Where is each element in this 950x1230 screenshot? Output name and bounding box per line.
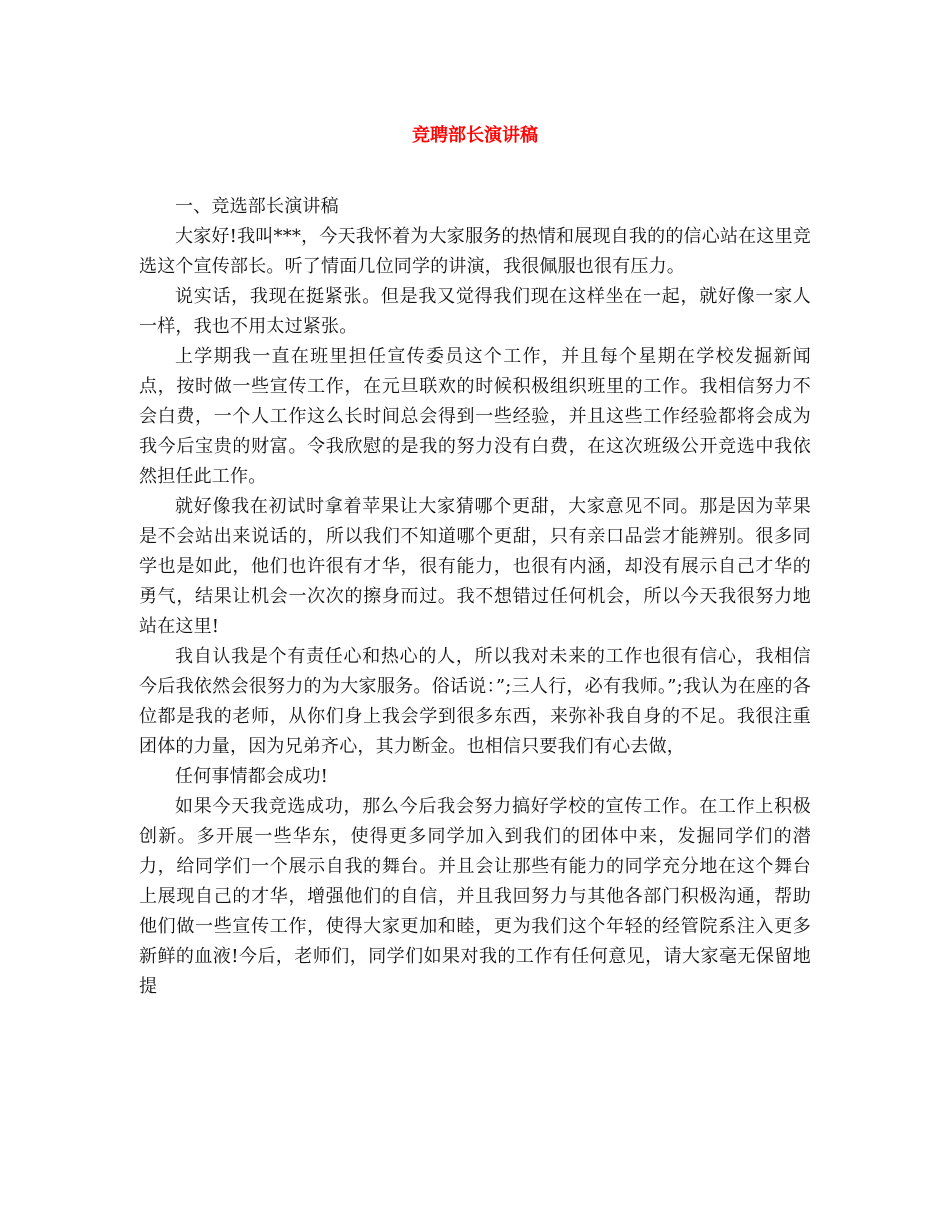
paragraph: 我自认我是个有责任心和热心的人，所以我对未来的工作也很有信心，我相信今后我依然会很努力的为大家服务。俗话说：”;三人行，必有我师。”;我认为在座的各位都是我的老师，从你们身上我会学到很多东西，来弥补我自身的不足。我很注重团体的力量，因为兄弟齐心，其力断金。也相信只要我们有心去做， bbox=[139, 646, 811, 757]
paragraph: 任何事情都会成功! bbox=[175, 766, 329, 787]
paragraph: 大家好!我叫***，今天我怀着为大家服务的热情和展现自我的的信心站在这里竞选这个宣传部长。听了情面几位同学的讲演，我很佩服也很有压力。 bbox=[139, 226, 811, 277]
document-title: 竞聘部长演讲稿 bbox=[412, 125, 538, 146]
paragraph: 就好像我在初试时拿着苹果让大家猜哪个更甜，大家意见不同。那是因为苹果是不会站出来说话的，所以我们不知道哪个更甜，只有亲口品尝才能辨别。很多同学也是如此，他们也许很有才华，很有能力，也很有内涵，却没有展示自己才华的勇气，结果让机会一次次的擦身而过。我不想错过任何机会，所以今天我很努力地站在这里! bbox=[139, 496, 811, 637]
document-body bbox=[139, 192, 811, 1002]
paragraph-section-heading: 一、竞选部长演讲稿 bbox=[175, 196, 339, 217]
paragraph: 上学期我一直在班里担任宣传委员这个工作，并且每个星期在学校发掘新闻点，按时做一些宣传工作，在元旦联欢的时候积极组织班里的工作。我相信努力不会白费，一个人工作这么长时间总会得到一些经验，并且这些工作经验都将会成为我今后宝贵的财富。令我欣慰的是我的努力没有白费，在这次班级公开竞选中我依然担任此工作。 bbox=[139, 346, 811, 487]
paragraph: 如果今天我竞选成功，那么今后我会努力搞好学校的宣传工作。在工作上积极创新。多开展一些华东，使得更多同学加入到我们的团体中来，发掘同学们的潜力，给同学们一个展示自我的舞台。并且会让那些有能力的同学充分地在这个舞台上展现自己的才华，增强他们的自信，并且我回努力与其他各部门积极沟通，帮助他们做一些宣传工作，使得大家更加和睦，更为我们这个年轻的经管院系注入更多新鲜的血液!今后，老师们，同学们如果对我的工作有任何意见，请大家毫无保留地提 bbox=[139, 796, 811, 997]
paragraph: 说实话，我现在挺紧张。但是我又觉得我们现在这样坐在一起，就好像一家人一样，我也不用太过紧张。 bbox=[139, 286, 811, 337]
